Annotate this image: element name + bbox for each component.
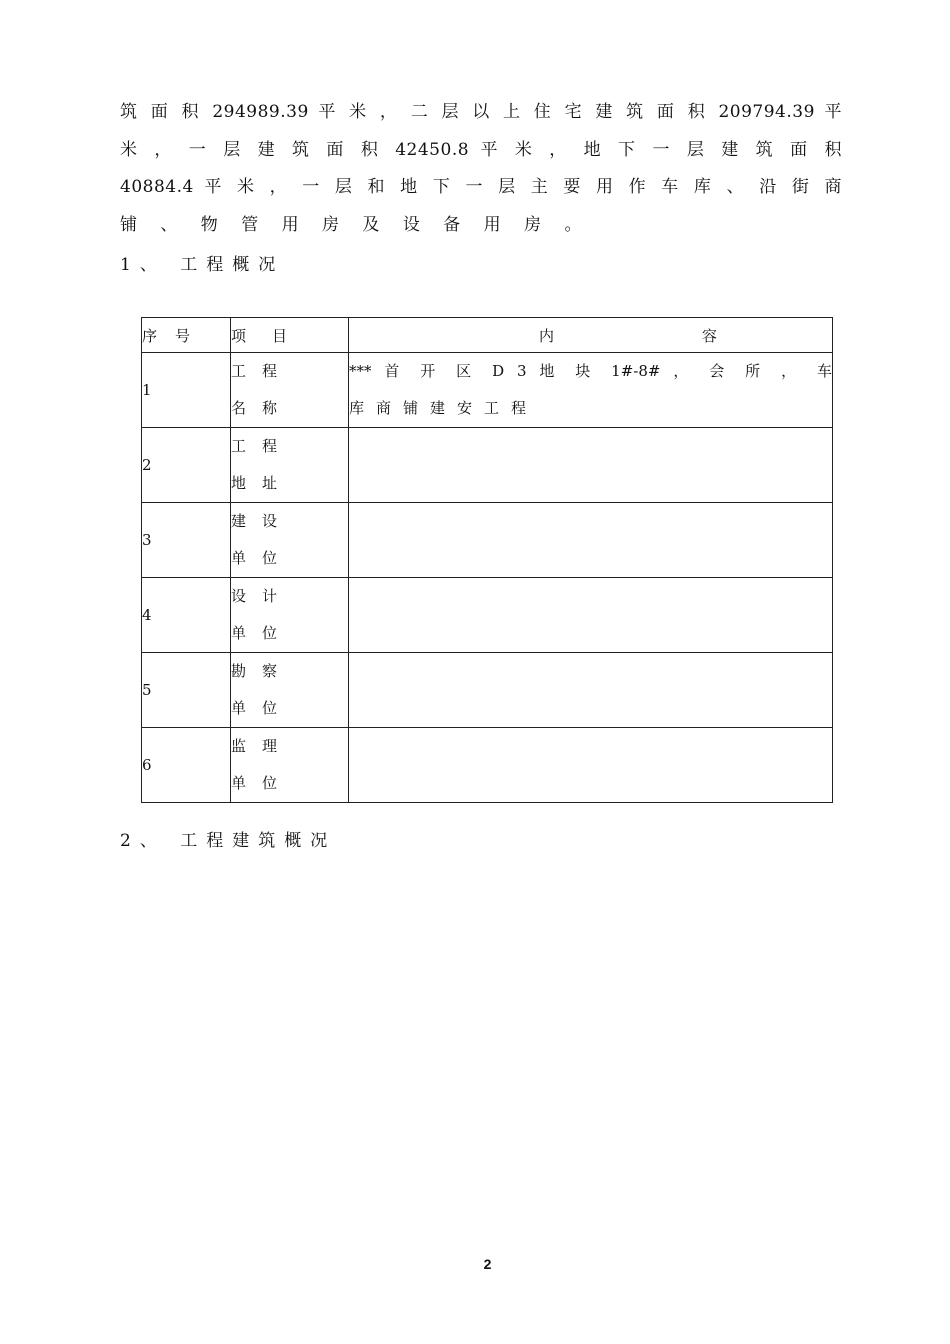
header-content-b: 容 bbox=[702, 326, 718, 345]
row-content bbox=[349, 578, 833, 653]
row-content-line: *** 首 开 区 D 3 地 块 1#-8# ， 会 所 ， 车 bbox=[349, 362, 832, 380]
row-content-line: 库商铺建安工程 bbox=[349, 399, 539, 417]
row-item-line: 工程 bbox=[231, 362, 294, 380]
section-1-heading: 1、 工程概况 bbox=[120, 255, 285, 275]
table-header-row bbox=[142, 318, 833, 353]
table-row bbox=[142, 503, 833, 578]
row-item bbox=[231, 353, 349, 428]
row-item-line: 地址 bbox=[231, 474, 294, 492]
table-row bbox=[142, 653, 833, 728]
intro-line: 米 ， 一 层 建 筑 面 积 42450.8 平 米 ， 地 下 一 层 建 筑 面 积 bbox=[120, 139, 842, 160]
row-item-line: 设计 bbox=[231, 587, 294, 605]
intro-line: 40884.4 平 米 ， 一 层 和 地 下 一 层 主 要 用 作 车 库 、 沿 街 商 bbox=[120, 177, 842, 197]
header-content bbox=[349, 318, 833, 353]
header-item: 项目 bbox=[231, 318, 349, 353]
row-number: 6 bbox=[142, 728, 231, 803]
row-content bbox=[349, 353, 833, 428]
row-item-line: 单位 bbox=[231, 624, 294, 642]
intro-paragraph bbox=[120, 94, 842, 244]
row-number: 4 bbox=[142, 578, 231, 653]
row-item-line: 单位 bbox=[231, 549, 294, 567]
row-item-line: 单位 bbox=[231, 774, 294, 792]
table-row bbox=[142, 728, 833, 803]
row-content bbox=[349, 653, 833, 728]
row-item bbox=[231, 728, 349, 803]
row-item-line: 监理 bbox=[231, 737, 294, 755]
row-item-line: 工程 bbox=[231, 437, 294, 455]
table-row bbox=[142, 428, 833, 503]
row-item-line: 建设 bbox=[231, 512, 294, 530]
row-number: 2 bbox=[142, 428, 231, 503]
row-item bbox=[231, 428, 349, 503]
row-content bbox=[349, 503, 833, 578]
intro-line: 筑 面 积 294989.39 平 米 ， 二 层 以 上 住 宅 建 筑 面 积 209794.39 平 bbox=[120, 102, 842, 122]
row-number: 5 bbox=[142, 653, 231, 728]
header-serial-no: 序号 bbox=[142, 318, 231, 353]
header-content-a: 内 bbox=[539, 326, 555, 345]
page-number: 2 bbox=[483, 1256, 492, 1272]
row-item-line: 单位 bbox=[231, 699, 294, 717]
table-row bbox=[142, 353, 833, 428]
row-content bbox=[349, 428, 833, 503]
section-2-heading: 2、 工程建筑概况 bbox=[120, 831, 337, 851]
project-overview-table bbox=[141, 317, 833, 803]
row-item bbox=[231, 503, 349, 578]
row-content bbox=[349, 728, 833, 803]
intro-line: 铺 、 物 管 用 房 及 设 备 用 房 。 bbox=[120, 214, 591, 235]
row-number: 3 bbox=[142, 503, 231, 578]
row-item bbox=[231, 653, 349, 728]
row-item-line: 勘察 bbox=[231, 662, 294, 680]
row-item-line: 名称 bbox=[231, 399, 294, 417]
row-number: 1 bbox=[142, 353, 231, 428]
table-row bbox=[142, 578, 833, 653]
row-item bbox=[231, 578, 349, 653]
